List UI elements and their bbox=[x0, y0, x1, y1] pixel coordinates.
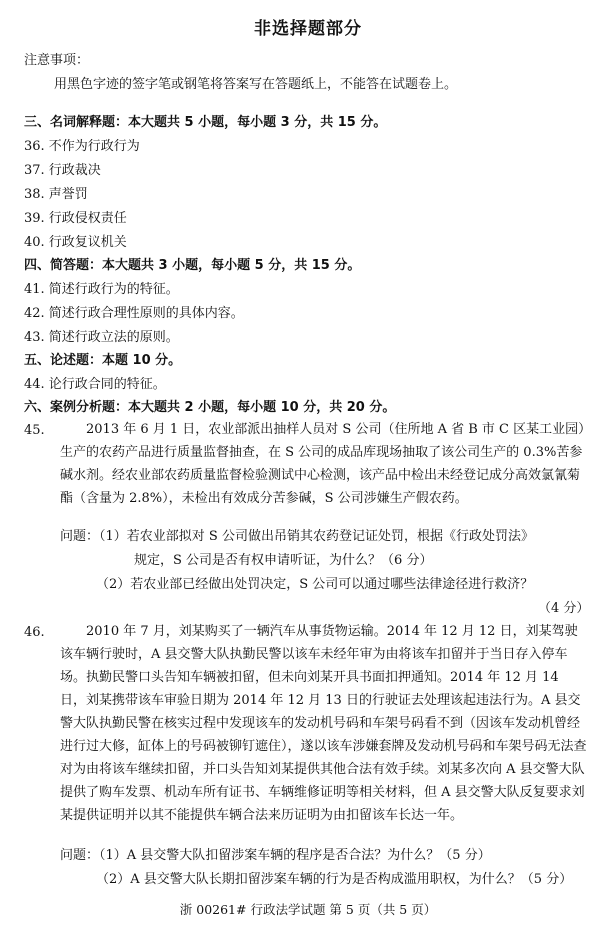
question-46-2: （2）A 县交警大队长期扣留涉案车辆的行为是否构成滥用职权，为什么？（5 分） bbox=[96, 872, 573, 887]
list-item: 37. 行政裁决 bbox=[24, 163, 101, 178]
question-45-2: （2）若农业部已经做出处罚决定，S 公司可以通过哪些法律途径进行救济？ bbox=[96, 577, 534, 592]
list-item: 42. 简述行政合理性原则的具体内容。 bbox=[24, 306, 244, 321]
section-heading: 三、名词解释题：本大题共 5 小题，每小题 3 分，共 15 分。 bbox=[24, 115, 387, 130]
notice-heading: 注意事项： bbox=[24, 53, 90, 68]
list-item: 38. 声誉罚 bbox=[24, 187, 88, 202]
page-title: 非选择题部分 bbox=[254, 19, 362, 39]
list-item: 44. 论行政合同的特征。 bbox=[24, 377, 166, 392]
list-item: 40. 行政复议机关 bbox=[24, 235, 127, 250]
question-45-1: 问题：（1）若农业部拟对 S 公司做出吊销其农药登记证处罚，根据《行政处罚法》 bbox=[60, 529, 534, 544]
question-45-2-score: （4 分） bbox=[538, 601, 590, 616]
question-number: 45. bbox=[24, 423, 45, 438]
case-text-46: 2010 年 7 月，刘某购买了一辆汽车从事货物运输。2014 年 12 月 12 日，刘某驾驶该车辆行驶时，A 县交警大队执勤民警以该车未经年审为由将该车扣留并于当日存入停车场。执勤民警口头告知车辆被扣留，但未向刘某开具书面扣押通知。2014 年 12 月 14 日，刘某携带该车审验日期为 2014 年 12 月 13 日的行驶证去处理该起违法行为。A 县交警大队执勤民警在核实过程中发现该车的发动机号码和车架号码看不到（因该车发动机曾经进行过大修，缸体上的号码被铆钉遮住），遂以该车涉嫌套牌及发动机号码和车架号码无法查对为由将该车继续扣留，并口头告知刘某提供其他合法有效手续。刘某多次向 A 县交警大队提供了购车发票、机动车所有证书、车辆维修证明等相关材料，但 A 县交警大队反复要求刘某提供证明并以其不能提供车辆合法来历证明为由扣留该车长达一年。 bbox=[60, 624, 587, 823]
section-heading: 六、案例分析题：本大题共 2 小题，每小题 10 分，共 20 分。 bbox=[24, 400, 396, 415]
list-item: 39. 行政侵权责任 bbox=[24, 211, 127, 226]
question-46-1: 问题：（1）A 县交警大队扣留涉案车辆的程序是否合法？为什么？（5 分） bbox=[60, 848, 491, 863]
list-item: 43. 简述行政立法的原则。 bbox=[24, 330, 179, 345]
question-number: 46. bbox=[24, 625, 45, 640]
list-item: 36. 不作为行政行为 bbox=[24, 139, 140, 154]
list-item: 41. 简述行政行为的特征。 bbox=[24, 282, 179, 297]
section-heading: 四、简答题：本大题共 3 小题，每小题 5 分，共 15 分。 bbox=[24, 258, 361, 273]
case-text-45: 2013 年 6 月 1 日，农业部派出抽样人员对 S 公司（住所地 A 省 B 市 C 区某工业园）生产的农药产品进行质量监督抽查，在 S 公司的成品库现场抽取了该公司生产的 0.3%苦参碱水剂。经农业部农药质量监督检验测试中心检测，该产品中检出未经登记成分高效氯氰菊酯（含量为 2.8%），未检出有效成分苦参碱，S 公司涉嫌生产假农药。 bbox=[60, 422, 585, 506]
page-footer: 浙 00261# 行政法学试题 第 5 页（共 5 页） bbox=[179, 902, 437, 917]
notice-text: 用黑色字迹的签字笔或钢笔将答案写在答题纸上，不能答在试题卷上。 bbox=[54, 77, 458, 92]
question-45-1-cont: 规定，S 公司是否有权申请听证，为什么？（6 分） bbox=[134, 553, 433, 568]
section-heading: 五、论述题：本题 10 分。 bbox=[24, 353, 182, 368]
